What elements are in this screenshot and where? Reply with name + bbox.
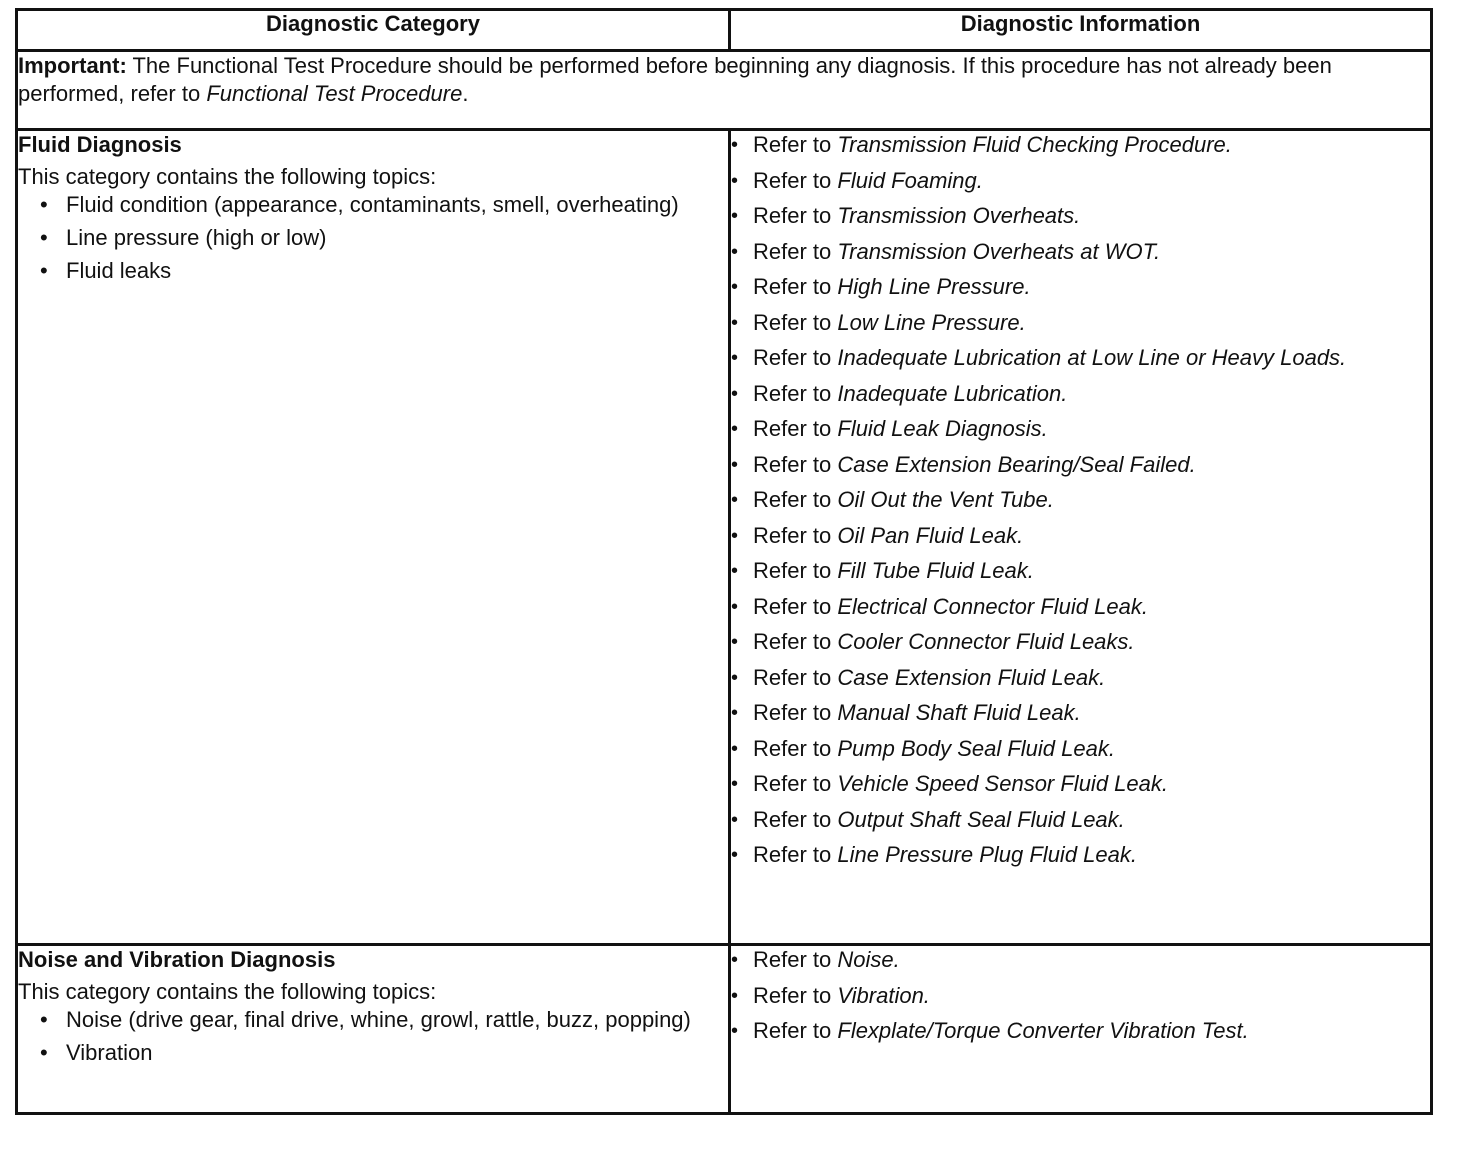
reference-link[interactable]: Transmission Overheats. [837, 203, 1081, 228]
reference-link[interactable]: Manual Shaft Fluid Leak. [837, 700, 1081, 725]
reference-item [731, 770, 1430, 798]
reference-link[interactable]: Oil Pan Fluid Leak. [837, 522, 1024, 548]
reference-item [731, 451, 1430, 479]
refer-prefix: Refer to [753, 274, 838, 299]
diagnostic-table [15, 8, 1433, 1115]
refer-prefix: Refer to [753, 451, 838, 477]
reference-item [731, 380, 1430, 408]
functional-test-procedure-ref[interactable]: Functional Test Procedure [206, 81, 463, 106]
reference-item [731, 699, 1430, 727]
topic-list [18, 193, 728, 283]
reference-link[interactable]: High Line Pressure. [837, 274, 1031, 299]
reference-link[interactable]: Vibration. [837, 982, 930, 1008]
fluid-diagnosis-row [17, 130, 1432, 945]
reference-item [731, 415, 1430, 443]
reference-link[interactable]: Case Extension Fluid Leak. [837, 664, 1106, 690]
category-title: Noise and Vibration Diagnosis [18, 947, 336, 972]
topic-item: • Fluid condition (appearance, contaminants, smell, overheating) [40, 193, 728, 217]
noise-information-cell [730, 945, 1432, 1114]
topic-item: • Line pressure (high or low) [40, 226, 728, 250]
refer-prefix: Refer to [753, 593, 838, 619]
header-row [17, 10, 1432, 51]
reference-item [731, 273, 1430, 301]
noise-vibration-row [17, 945, 1432, 1114]
reference-item [731, 1017, 1430, 1045]
topic-item: • Noise (drive gear, final drive, whine, growl, rattle, buzz, popping) [40, 1008, 728, 1032]
category-intro: This category contains the following topics: [18, 979, 437, 1004]
reference-item [731, 628, 1430, 656]
refer-prefix: Refer to [753, 735, 838, 761]
reference-link[interactable]: Low Line Pressure. [837, 309, 1026, 335]
reference-link[interactable]: Inadequate Lubrication at Low Line or Heavy Loads. [837, 345, 1347, 370]
reference-item [731, 982, 1430, 1010]
noise-category-cell [17, 945, 730, 1114]
reference-item [731, 946, 1430, 974]
reference-link[interactable]: Vehicle Speed Sensor Fluid Leak. [837, 771, 1168, 796]
important-row [17, 51, 1432, 130]
refer-prefix: Refer to [753, 700, 838, 725]
reference-link[interactable]: Electrical Connector Fluid Leak. [837, 593, 1148, 619]
refer-prefix: Refer to [753, 238, 838, 264]
reference-link[interactable]: Fluid Leak Diagnosis. [837, 416, 1048, 441]
category-title: Fluid Diagnosis [18, 132, 182, 157]
fluid-information-cell [730, 130, 1432, 945]
reference-link[interactable]: Noise. [837, 947, 900, 972]
important-label: Important: [18, 53, 127, 78]
fluid-category-cell [17, 130, 730, 945]
refer-prefix: Refer to [753, 309, 838, 335]
topic-item: • Vibration [40, 1041, 728, 1065]
reference-list [731, 946, 1430, 1045]
header-diagnostic-information: Diagnostic Information [730, 10, 1432, 51]
reference-link[interactable]: Fill Tube Fluid Leak. [837, 558, 1034, 583]
refer-prefix: Refer to [753, 806, 838, 832]
reference-item [731, 167, 1430, 195]
reference-item [731, 841, 1430, 869]
reference-item [731, 806, 1430, 834]
reference-item [731, 202, 1430, 230]
topic-list [18, 1008, 728, 1065]
reference-link[interactable]: Transmission Fluid Checking Procedure. [837, 132, 1232, 157]
reference-item [731, 557, 1430, 585]
reference-item [731, 735, 1430, 763]
refer-prefix: Refer to [753, 558, 838, 583]
refer-prefix: Refer to [753, 203, 838, 228]
refer-prefix: Refer to [753, 132, 838, 157]
reference-item [731, 344, 1430, 372]
reference-item [731, 593, 1430, 621]
reference-link[interactable]: Case Extension Bearing/Seal Failed. [837, 451, 1196, 477]
category-intro: This category contains the following topics: [18, 164, 437, 189]
refer-prefix: Refer to [753, 947, 838, 972]
reference-item [731, 238, 1430, 266]
reference-link[interactable]: Oil Out the Vent Tube. [837, 487, 1054, 512]
topic-item: • Fluid leaks [40, 259, 728, 283]
important-end: . [462, 81, 469, 106]
refer-prefix: Refer to [753, 771, 838, 796]
reference-link[interactable]: Fluid Foaming. [837, 167, 983, 193]
refer-prefix: Refer to [753, 380, 838, 406]
important-text: The Functional Test Procedure should be performed before beginning any diagnosis. If this procedure has not already been performed, refer to [18, 53, 1332, 106]
reference-link[interactable]: Cooler Connector Fluid Leaks. [837, 629, 1135, 654]
reference-link[interactable]: Output Shaft Seal Fluid Leak. [837, 806, 1125, 832]
reference-list [731, 131, 1430, 869]
reference-link[interactable]: Pump Body Seal Fluid Leak. [837, 735, 1115, 761]
header-diagnostic-category: Diagnostic Category [17, 10, 730, 51]
refer-prefix: Refer to [753, 487, 838, 512]
refer-prefix: Refer to [753, 664, 838, 690]
refer-prefix: Refer to [753, 982, 838, 1008]
reference-item [731, 486, 1430, 514]
refer-prefix: Refer to [753, 167, 838, 193]
important-note [17, 51, 1432, 130]
refer-prefix: Refer to [753, 345, 838, 370]
reference-item [731, 131, 1430, 159]
reference-item [731, 522, 1430, 550]
reference-link[interactable]: Flexplate/Torque Converter Vibration Test. [837, 1018, 1249, 1043]
refer-prefix: Refer to [753, 416, 838, 441]
reference-link[interactable]: Line Pressure Plug Fluid Leak. [837, 842, 1137, 867]
refer-prefix: Refer to [753, 1018, 838, 1043]
refer-prefix: Refer to [753, 522, 838, 548]
refer-prefix: Refer to [753, 629, 838, 654]
reference-link[interactable]: Inadequate Lubrication. [837, 380, 1068, 406]
refer-prefix: Refer to [753, 842, 838, 867]
reference-item [731, 664, 1430, 692]
reference-item [731, 309, 1430, 337]
reference-link[interactable]: Transmission Overheats at WOT. [837, 238, 1161, 264]
